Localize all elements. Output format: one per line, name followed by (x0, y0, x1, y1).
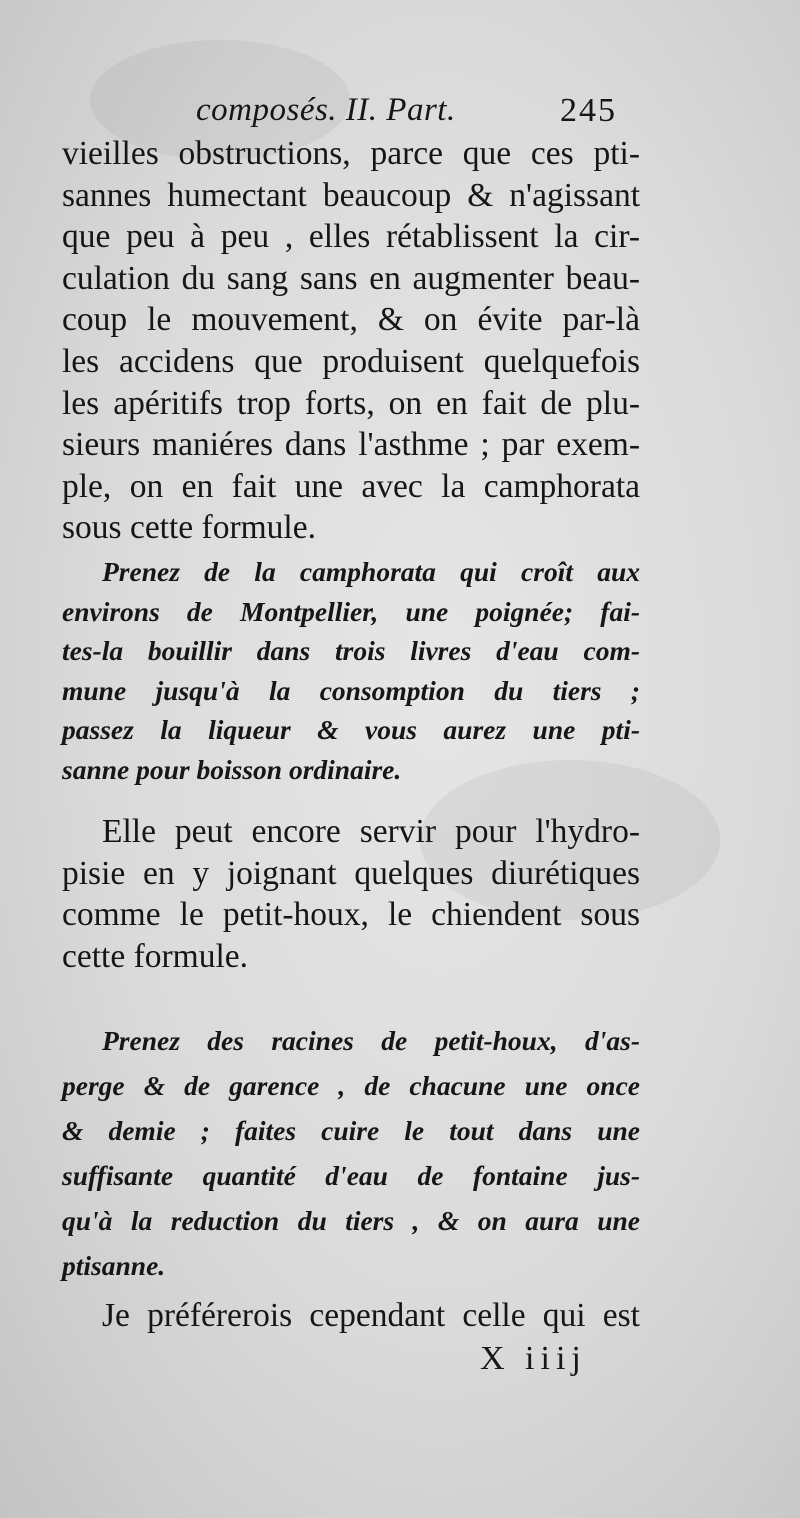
text-line: Je préférerois cependant celle qui est (102, 1297, 640, 1334)
text-line: sieurs maniéres dans l'asthme ; par exem- (62, 426, 640, 464)
recipe-line: Prenez de la camphorata qui croît aux (102, 556, 640, 587)
text-line: Elle peut encore servir pour l'hydro- (102, 813, 640, 850)
recipe-petit-houx (62, 1018, 640, 1288)
text-line: les accidens que produisent quelquefois (62, 342, 640, 380)
text-line: culation du sang sans en augmenter beau- (62, 259, 640, 297)
recipe-line: qu'à la reduction du tiers , & on aura une (62, 1205, 640, 1236)
text-line: pisie en y joignant quelques diurétiques (62, 854, 640, 892)
paragraph-final (62, 1295, 640, 1337)
recipe-line: tes-la bouillir dans trois livres d'eau com- (62, 635, 640, 666)
recipe-line: passez la liqueur & vous aurez une pti- (62, 714, 640, 745)
text-line: les apéritifs trop forts, on en fait de plu- (62, 384, 640, 422)
paragraph-continued (62, 133, 640, 549)
running-title: composés. II. Part. (196, 92, 456, 128)
recipe-line: & demie ; faites cuire le tout dans une (62, 1115, 640, 1146)
text-line: que peu à peu , elles rétablissent la cir- (62, 218, 640, 256)
recipe-line: perge & de garence , de chacune une once (62, 1070, 640, 1101)
text-line: sous cette formule. (62, 509, 316, 547)
recipe-line: Prenez des racines de petit-houx, d'as- (102, 1025, 640, 1056)
text-line: cette formule. (62, 937, 249, 975)
page-number: 245 (560, 92, 617, 129)
recipe-line: sanne pour boisson ordinaire. (62, 753, 402, 785)
recipe-line: ptisanne. (62, 1250, 166, 1281)
recipe-camphorata (62, 552, 640, 789)
text-line: vieilles obstructions, parce que ces pti- (62, 135, 640, 172)
recipe-line: environs de Montpellier, une poignée; fai- (62, 595, 640, 627)
text-line: comme le petit-houx, le chiendent sous (62, 896, 640, 934)
recipe-line: suffisante quantité d'eau de fontaine jus- (62, 1160, 640, 1191)
text-line: sannes humectant beaucoup & n'agissant (62, 176, 640, 214)
paragraph-hydropisie (62, 811, 640, 977)
signature-mark: X iiij (480, 1340, 587, 1377)
text-line: coup le mouvement, & on évite par-là (62, 301, 640, 339)
recipe-line: mune jusqu'à la consomption du tiers ; (62, 674, 640, 706)
text-line: ple, on en fait une avec la camphorata (62, 467, 640, 505)
